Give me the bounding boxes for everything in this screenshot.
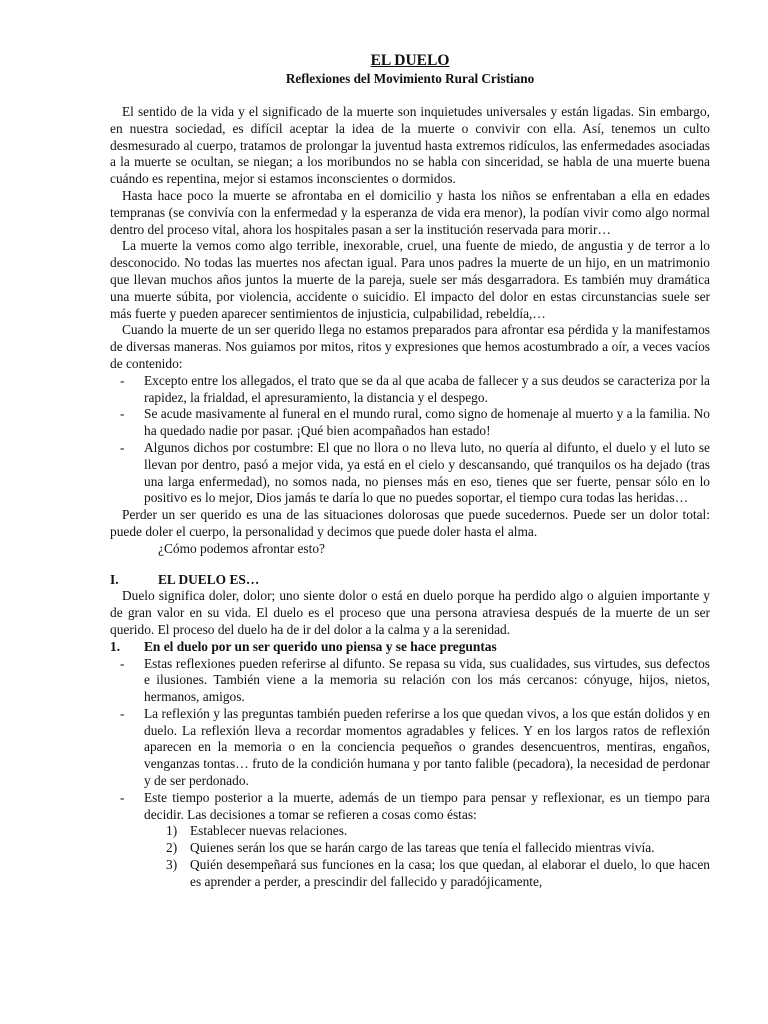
list-item (166, 840, 710, 857)
intro-paragraph: La muerte la vemos como algo terrible, inexorable, cruel, una fuente de miedo, de angustia y de terror a lo desconocido. No todas las muertes nos afectan igual. Para unos padres la muerte de un hijo, en un matrimonio que llevan muchos años juntos la muerte de la pareja, suele ser más desgarradora. Es también muy dramática una muerte súbita, por violencia, accidente o suicidio. El impacto del dolor en estas circunstancias suele ser más fuerte y pueden aparecer sentimientos de injusticia, culpabilidad, rebeldía,… (110, 238, 710, 321)
intro-paragraph: El sentido de la vida y el significado de la muerte son inquietudes universales y están ligadas. Sin embargo, en nuestra sociedad, es difícil aceptar la idea de la muerte o convivir con ella. Así, tenemos un culto desmesurado al cuerpo, tratamos de prolongar la juventud hasta extremos ridículos, las enfermedades asociadas a la muerte se ocultan, se niegan; a los moribundos no se habla con sinceridad, se habla de una muerte buena cuándo es repentina, mejor si estamos inconscientes o dormidos. (110, 104, 710, 187)
list-item (166, 857, 710, 891)
number-marker: 2) (166, 840, 178, 856)
decisions-list (110, 823, 710, 890)
section-paragraph: Duelo significa doler, dolor; uno siente dolor o está en duelo porque ha perdido algo o alguien importante y de gran valor en su vida. El duelo es el proceso que una persona atraviesa después de la muerte de un ser querido. El proceso del duelo ha de ir del dolor a la calma y a la serenidad. (110, 588, 710, 637)
document-title: EL DUELO (370, 52, 450, 69)
list-item-text: Se acude masivamente al funeral en el mundo rural, como signo de homenaje al muerto y a la familia. No ha quedado nadie por pasar. ¡Qué bien acompañados han estado! (144, 406, 710, 439)
list-item-text: Quienes serán los que se harán cargo de las tareas que tenía el fallecido mientras vivía. (190, 840, 655, 856)
document-subtitle: Reflexiones del Movimiento Rural Cristiano (285, 71, 535, 86)
list-item (120, 372, 710, 407)
list-item (166, 823, 710, 840)
section-heading (110, 572, 710, 589)
list-item-text: Excepto entre los allegados, el trato que se da al que acaba de fallecer y a sus deudos se caracteriza por la rapidez, la frialdad, el apresuramiento, la distancia y el despego. (144, 372, 710, 405)
bullet-marker: - (120, 705, 125, 721)
bullet-marker: - (120, 372, 125, 388)
number-marker: 1) (166, 823, 178, 839)
reflection-list (110, 656, 710, 824)
bullet-marker: - (120, 439, 125, 455)
section-title: EL DUELO ES… (158, 571, 260, 587)
list-item (120, 705, 710, 790)
bullet-marker: - (120, 655, 125, 671)
list-item-text: Establecer nuevas relaciones. (190, 823, 348, 839)
intro-paragraph: Hasta hace poco la muerte se afrontaba en el domicilio y hasta los niños se enfrentaban a ella en edades tempranas (se convivía con la enfermedad y la esperanza de vida era menor), la podían vivir como algo normal dentro del proceso vital, ahora los hospitales pasan a ser la institución reservada para morir… (110, 187, 710, 237)
bullet-marker: - (120, 789, 125, 805)
list-item (120, 439, 710, 507)
subsection-heading (110, 639, 710, 656)
list-item (120, 789, 710, 824)
list-item-text: La reflexión y las preguntas también pueden referirse a los que quedan vivos, a los que están dolidos y en duelo. La reflexión lleva a recordar momentos agradables y felices. Y en los largos ratos de reflexión aparecen en la memoria o en la conciencia pequeños o grandes desencuentros, mentiras, engaños, venganzas tontas… fruto de la condición humana y por tanto falible (pecadora), la necesidad de perdonar y de ser perdonado. (144, 705, 710, 789)
number-marker: 3) (166, 857, 178, 873)
list-item (120, 406, 710, 440)
subsection-number: 1. (110, 638, 121, 654)
bullet-marker: - (120, 406, 125, 422)
section-number: I. (110, 571, 119, 587)
list-item-text: Este tiempo posterior a la muerte, además de un tiempo para pensar y reflexionar, es un tiempo para decidir. Las decisiones a tomar se refieren a cosas como éstas: (144, 789, 710, 822)
customs-list (110, 373, 710, 507)
subsection-title: En el duelo por un ser querido uno piensa y se hace preguntas (144, 638, 497, 654)
list-item-text: Quién desempeñará sus funciones en la casa; los que quedan, al elaborar el duelo, lo que hacen es aprender a perder, a prescindir del fallecido y paradójicamente, (190, 857, 710, 889)
list-item-text: Estas reflexiones pueden referirse al difunto. Se repasa su vida, sus cualidades, sus virtudes, sus defectos e ilusiones. También viene a la memoria su relación con los más cercanos: cónyuge, hijos, nietos, hermanos, amigos. (144, 655, 710, 705)
list-item (120, 655, 710, 706)
list-item-text: Algunos dichos por costumbre: El que no llora o no lleva luto, no quería al difunto, el duelo y el luto se llevan por dentro, pasó a mejor vida, ya está en el cielo y descansando, qué tranquilos os ha dejado (tras una larga enfermedad), no somos nada, no pienses más en eso, tienes que ser fuerte, pensar sólo en lo positivo es lo mejor, Dios jamás te daría lo que no puedes soportar, el tiempo cura todas las heridas… (144, 439, 710, 506)
question-line: ¿Cómo podemos afrontar esto? (158, 540, 325, 556)
closing-paragraph: Perder un ser querido es una de las situaciones dolorosas que puede sucedernos. Puede ser un dolor total: puede doler el cuerpo, la personalidad y decimos que puede doler hasta el alma. (110, 507, 710, 539)
intro-paragraph: Cuando la muerte de un ser querido llega no estamos preparados para afrontar esa pérdida y la manifestamos de diversas maneras. Nos guiamos por mitos, ritos y expresiones que hemos acostumbrado a oír, a veces vacíos de contenido: (110, 322, 710, 371)
